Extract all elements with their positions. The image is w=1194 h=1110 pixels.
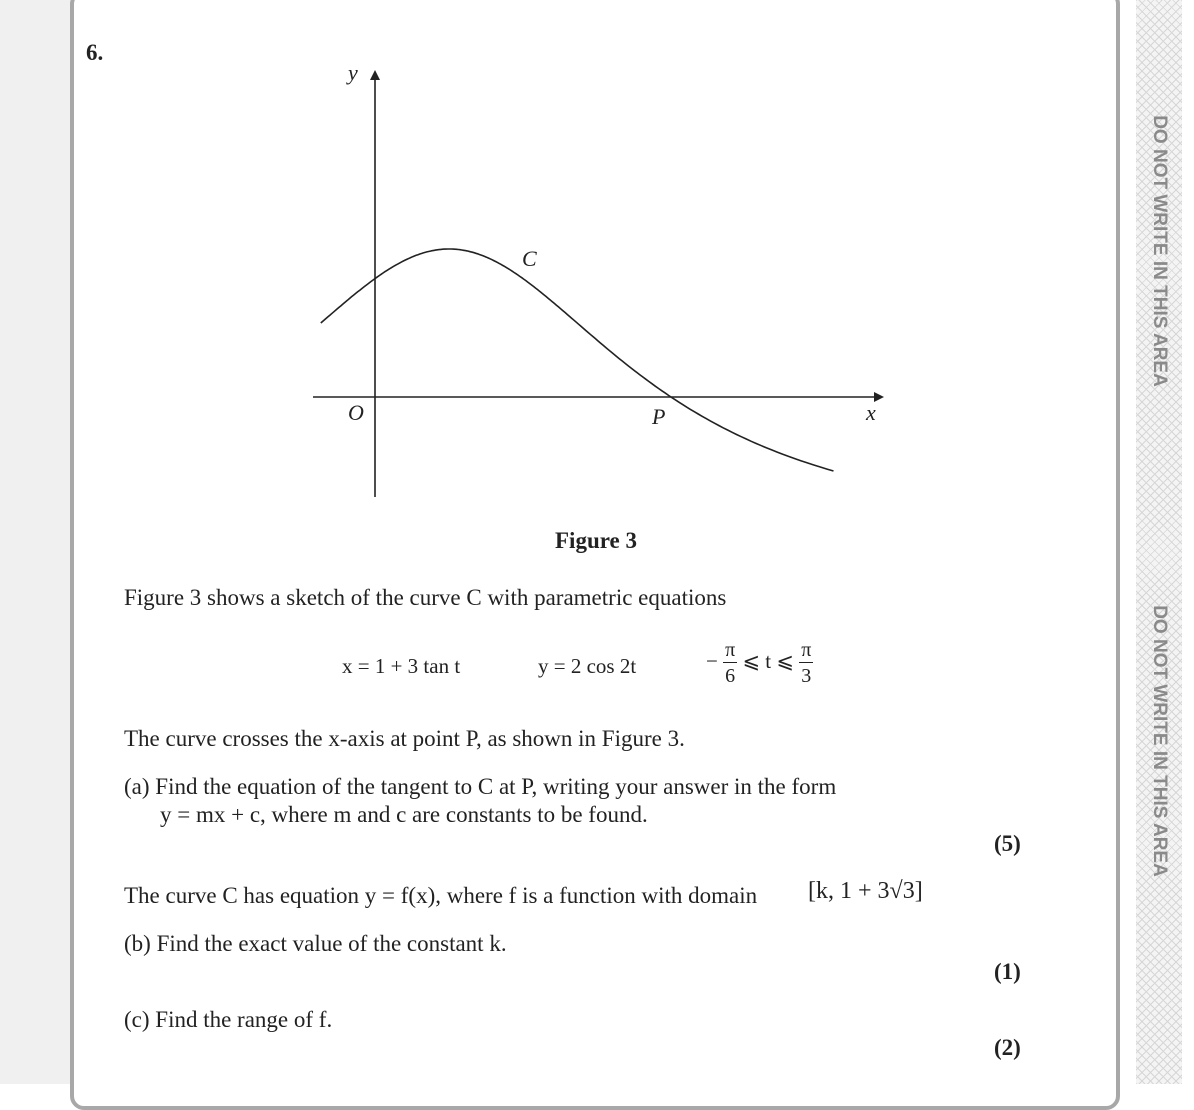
point-p-label: P [652, 404, 666, 429]
origin-label: O [348, 400, 364, 425]
minus-sign: − [706, 648, 718, 673]
function-text: The curve C has equation y = f(x), where f is a function with domain [124, 883, 758, 908]
equation-y: y = 2 cos 2t [538, 654, 637, 678]
part-a-line1: (a) Find the equation of the tangent to C at P, writing your answer in the form [124, 774, 837, 799]
part-b: (b) Find the exact value of the constant k. [124, 931, 507, 956]
domain-inequality: ⩽ t ⩽ [742, 648, 794, 673]
curve-label: C [522, 246, 537, 271]
marks-c: (2) [994, 1035, 1021, 1060]
parameter-domain [706, 640, 813, 686]
crosses-text: The curve crosses the x-axis at point P, as shown in Figure 3. [124, 726, 685, 751]
marks-a: (5) [994, 831, 1021, 856]
question-number: 6. [86, 40, 104, 65]
curve-c [321, 249, 834, 471]
figure-3-graph [0, 0, 1120, 520]
marks-b: (1) [994, 959, 1021, 984]
y-axis-label: y [348, 60, 358, 85]
fraction-pi-3: $\frac{\pi}{3}$ [801, 639, 812, 687]
function-domain: [k, 1 + 3√3] [808, 878, 923, 904]
part-c: (c) Find the range of f. [124, 1007, 333, 1032]
intro-text: Figure 3 shows a sketch of the curve C with parametric equations [124, 585, 727, 610]
equation-x: x = 1 + 3 tan t [342, 654, 461, 678]
fraction-pi-6: $\frac{\pi}{6}$ [725, 639, 736, 687]
figure-caption: Figure 3 [555, 528, 637, 553]
part-a-line2: y = mx + c, where m and c are constants to be found. [160, 802, 648, 827]
x-axis-label: x [866, 400, 876, 425]
margin-notice: DO NOT WRITE IN THIS AREA [1149, 115, 1170, 387]
margin-notice: DO NOT WRITE IN THIS AREA [1149, 605, 1170, 877]
